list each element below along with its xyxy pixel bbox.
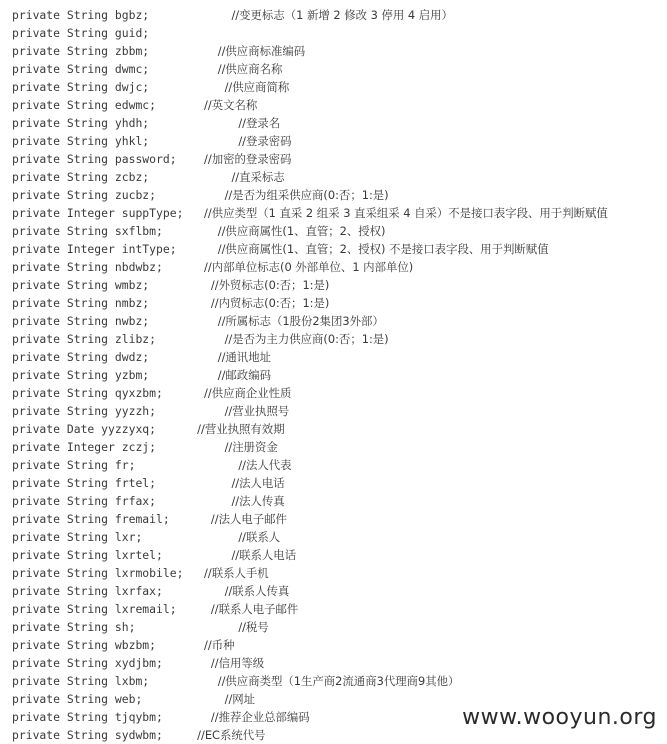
field-comment: //网址 [224,692,256,706]
code-line [12,276,608,294]
field-declaration: private Integer zczj; [12,440,157,454]
field-declaration: private Integer intType; [12,242,177,256]
field-declaration: private String bgbz; [12,8,150,22]
field-comment: //内贸标志(0:否；1:是) [210,296,330,310]
code-line [12,438,608,456]
code-line [12,6,608,24]
field-comment: //所属标志（1股份2集团3外部） [217,314,384,328]
field-declaration: private String lxrmobile; [12,566,184,580]
field-declaration: private String zbbm; [12,44,150,58]
code-line [12,78,608,96]
field-comment: //法人电子邮件 [210,512,287,526]
field-comment: //登录名 [238,116,281,130]
field-comment: //税号 [238,620,269,634]
code-line [12,366,608,384]
code-line [12,114,608,132]
field-declaration: private String lxr; [12,530,143,544]
code-line [12,150,608,168]
field-comment: //是否为主力供应商(0:否；1:是) [224,332,389,346]
code-line [12,60,608,78]
field-declaration: private String fr; [12,458,136,472]
field-comment: //登录密码 [238,134,292,148]
field-declaration: private String dwdz; [12,350,150,364]
code-line [12,528,608,546]
field-declaration: private Integer suppType; [12,206,184,220]
code-line [12,672,608,690]
field-comment: //EC系统代号 [197,728,266,742]
code-line [12,654,608,672]
field-comment: //供应商属性(1、直管；2、授权) [217,224,386,238]
field-comment: //营业执照有效期 [197,422,285,436]
code-line [12,600,608,618]
field-declaration: private String yyzzh; [12,404,157,418]
code-line [12,420,608,438]
field-declaration: private String yhdh; [12,116,150,130]
field-comment: //营业执照号 [224,404,290,418]
code-line [12,258,608,276]
field-comment: //联系人手机 [204,566,269,580]
field-declaration: private String password; [12,152,177,166]
field-comment: //法人传真 [231,494,285,508]
field-comment: //内部单位标志(0 外部单位、1 内部单位) [204,260,414,274]
field-comment: //是否为组采供应商(0:否；1:是) [224,188,389,202]
field-comment: //供应商标准编码 [217,44,306,58]
field-declaration: private String dwmc; [12,62,150,76]
field-comment: //加密的登录密码 [204,152,292,166]
field-declaration: private String sydwbm; [12,728,163,742]
field-declaration: private String sxflbm; [12,224,163,238]
field-declaration: private String nbdwbz; [12,260,163,274]
watermark: www.wooyun.org [462,705,657,730]
field-declaration: private String fremail; [12,512,170,526]
field-declaration: private String nmbz; [12,296,150,310]
code-line [12,384,608,402]
code-line [12,312,608,330]
field-comment: //法人代表 [238,458,292,472]
field-comment: //外贸标志(0:否；1:是) [210,278,330,292]
field-declaration: private String frtel; [12,476,157,490]
code-listing [12,6,608,744]
field-declaration: private String lxbm; [12,674,150,688]
code-line [12,348,608,366]
field-declaration: private String wbzbm; [12,638,157,652]
field-declaration: private Date yyzzyxq; [12,422,157,436]
field-comment: //邮政编码 [217,368,271,382]
field-comment: //供应商简称 [224,80,290,94]
field-comment: //联系人电话 [231,548,297,562]
code-line [12,222,608,240]
field-declaration: private String dwjc; [12,80,150,94]
field-declaration: private String lxremail; [12,602,177,616]
field-comment: //注册资金 [224,440,278,454]
code-line [12,96,608,114]
field-comment: //联系人电子邮件 [210,602,299,616]
field-declaration: private String zcbz; [12,170,150,184]
code-line [12,132,608,150]
field-declaration: private String zlibz; [12,332,157,346]
code-line [12,636,608,654]
code-line [12,492,608,510]
field-comment: //供应商类型（1生产商2流通商3代理商9其他） [217,674,460,688]
field-declaration: private String xydjbm; [12,656,163,670]
field-comment: //联系人传真 [224,584,290,598]
field-comment: //供应商属性(1、直管；2、授权) 不是接口表字段、用于判断赋值 [217,242,549,256]
field-comment: //英文名称 [204,98,258,112]
field-declaration: private String nwbz; [12,314,150,328]
field-declaration: private String lxrfax; [12,584,163,598]
code-line [12,240,608,258]
field-declaration: private String frfax; [12,494,157,508]
field-comment: //通讯地址 [217,350,271,364]
code-line [12,456,608,474]
field-comment: //法人电话 [231,476,285,490]
field-declaration: private String zucbz; [12,188,157,202]
code-line [12,24,608,42]
field-declaration: private String yzbm; [12,368,150,382]
field-declaration: private String sh; [12,620,136,634]
field-comment: //信用等级 [210,656,265,670]
field-comment: //推荐企业总部编码 [210,710,310,724]
field-comment: //币种 [204,638,235,652]
field-declaration: private String tjqybm; [12,710,163,724]
field-declaration: private String qyxzbm; [12,386,163,400]
code-line [12,546,608,564]
field-comment: //变更标志（1 新增 2 修改 3 停用 4 启用） [231,8,453,22]
field-declaration: private String lxrtel; [12,548,163,562]
code-line [12,294,608,312]
code-line [12,42,608,60]
field-comment: //供应商名称 [217,62,283,76]
code-line [12,402,608,420]
code-line [12,582,608,600]
field-declaration: private String edwmc; [12,98,157,112]
field-comment: //直采标志 [231,170,285,184]
code-line [12,168,608,186]
field-declaration: private String web; [12,692,143,706]
code-line [12,618,608,636]
code-line [12,564,608,582]
code-line [12,510,608,528]
field-declaration: private String wmbz; [12,278,150,292]
field-comment: //联系人 [238,530,281,544]
field-declaration: private String guid; [12,26,150,40]
field-comment: //供应商企业性质 [204,386,292,400]
code-line [12,330,608,348]
code-line [12,474,608,492]
code-line [12,186,608,204]
field-comment: //供应类型（1 直采 2 组采 3 直采组采 4 自采）不是接口表字段、用于判断赋值 [204,206,608,220]
code-line [12,204,608,222]
field-declaration: private String yhkl; [12,134,150,148]
